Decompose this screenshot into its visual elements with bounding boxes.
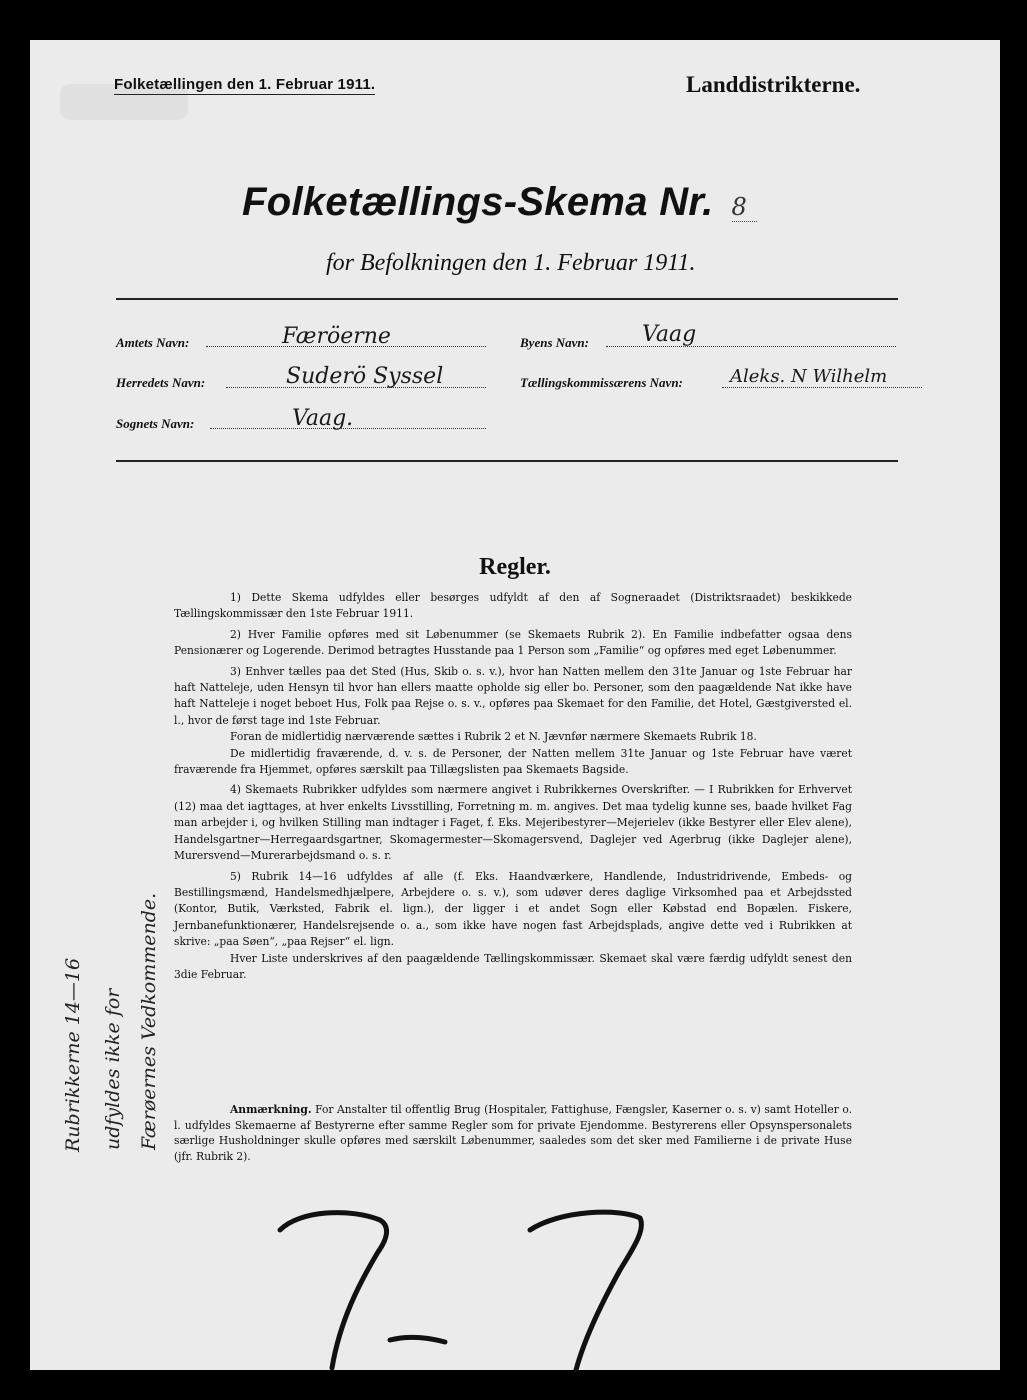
remark-text: For Anstalter til offentlig Brug (Hospitaler, Fattighuse, Fængsler, Kaserner o. s. v) samt Hoteller o. l. udfyldes Skemaerne af Bestyrerne efter samme Regler som for private Ejendomme. Bestyrerens eller Opsynspersonalets særlige Husholdninger skulle opføres med særskilt Løbenummer, saaledes som det sker med Familierne i de private Huse (jfr. Rubrik 2). [174,1103,852,1163]
margin-note-line-3: Færøernes Vedkommende. [138,892,160,1150]
margin-note-line-1: Rubrikkerne 14—16 [62,957,84,1152]
kommissaer-value: Aleks. N Wilhelm [730,366,888,387]
census-date-header: Folketællingen den 1. Februar 1911. [114,76,376,93]
by-value: Vaag [642,322,697,347]
fields-bottom-divider [116,460,898,462]
form-subtitle: for Befolkningen den 1. Februar 1911. [326,250,696,276]
district-type-header: Landdistrikterne. [686,72,861,97]
handwritten-number-drawing [240,1190,660,1380]
remark-label: Anmærkning. [230,1103,312,1116]
herred-label: Herredets Navn: [116,375,206,390]
form-title: Folketællings-Skema Nr. [242,180,714,224]
rules-text [174,590,852,987]
sogn-label: Sognets Navn: [116,416,195,431]
rule-5-signature: Hver Liste underskrives af den paagældende Tællingskommissær. Skemaet skal være færdig udfyldt senest den 3die Februar. [174,951,852,981]
kommissaer-label: Tællingskommissærens Navn: [520,375,683,390]
rule-3: 3) Enhver tælles paa det Sted (Hus, Skib o. s. v.), hvor han Natten mellem den 31te Januar og 1ste Februar har haft Natteleje, uden Hensyn til hvor han ellers maatte opholde sig eller bo. Personer, som den paagældende Nat ikke have haft Natteleje i noget beboet Hus, Folk paa Rejse o. s. v., opføres paa Skemaet for den Familie, det Hotel, Gæstgiversted el. l., hvor de først tage ind 1ste Februar. [174,664,852,727]
by-label: Byens Navn: [520,335,589,350]
rule-3-note-absent: De midlertidig fraværende, d. v. s. de Personer, der Natten mellem 31te Januar og 1ste Februar have været fraværende fra Hjemmet, opføres særskilt paa Tillægslisten paa Skemaets Bagside. [174,746,852,777]
rule-4: 4) Skemaets Rubrikker udfyldes som nærmere angivet i Rubrikkernes Overskrifter. — I Rubrikken for Erhvervet (12) maa det iagttages, at hver enkelts Livsstilling, Forretning m. m. angives. Det maa tydelig kunne ses, baade hvilket Fag man arbejder i, og hvilken Stilling man indtager i Faget, f. Eks. Mejeribestyrer—Mejerielev (ikke Bestyrer eller Elev alene), Handelsgartner—Herregaardsgartner, Skomagermester—Skomagersvend, Daglejer ved Agerbrug (ikke Daglejer alene), Murersvend—Murerarbejdsmand o. s. r. [174,783,852,863]
rule-2: 2) Hver Familie opføres med sit Løbenummer (se Skemaets Rubrik 2). En Familie indbefatter ogsaa dens Pensionærer og Logerende. Derimod betragtes Husstande paa 1 Person som „Familie“ og opføres med eget Løbenummer. [174,627,852,658]
form-title-row [242,180,757,225]
form-number: 8 [732,193,757,222]
rules-heading: Regler. [479,554,551,580]
rule-3-note-present: Foran de midlertidig nærværende sættes i Rubrik 2 et N. Jævnfør nærmere Skemaets Rubrik 18. [230,730,757,744]
amt-label: Amtets Navn: [116,335,190,350]
top-divider [116,298,898,300]
amt-value: Færöerne [282,324,391,349]
rule-5: 5) Rubrik 14—16 udfyldes af alle (f. Eks. Haandværkere, Handlende, Industridrivende, Embeds- og Bestillingsmænd, Handelsmedhjælpere, Arbejdere o. s. v.), som udøver deres daglige Virksomhed paa et Arbejdssted (Kontor, Butik, Værksted, Fabrik el. lign.), der ligger i et andet Sogn eller Købstad end Bopælen. Fiskere, Jernbanefunktionærer, Handelsrejsende o. a., som ikke have nogen fast Arbejdsplads, angive dette ved i Rubrikken at skrive: „paa Søen“, „paa Rejser“ el. lign. [174,869,852,949]
rule-1: 1) Dette Skema udfyldes eller besørges udfyldt af den af Sogneraadet (Distriktsraadet) beskikkede Tællingskommissær den 1ste Februar 1911. [174,591,852,621]
remark-paragraph [174,1102,852,1164]
margin-note-line-2: udfyldes ikke for [102,988,124,1150]
herred-value: Suderö Syssel [286,364,444,389]
sogn-value: Vaag. [292,406,354,431]
census-form-sheet [30,40,1000,1370]
kommissaer-dotted-line [722,387,922,388]
